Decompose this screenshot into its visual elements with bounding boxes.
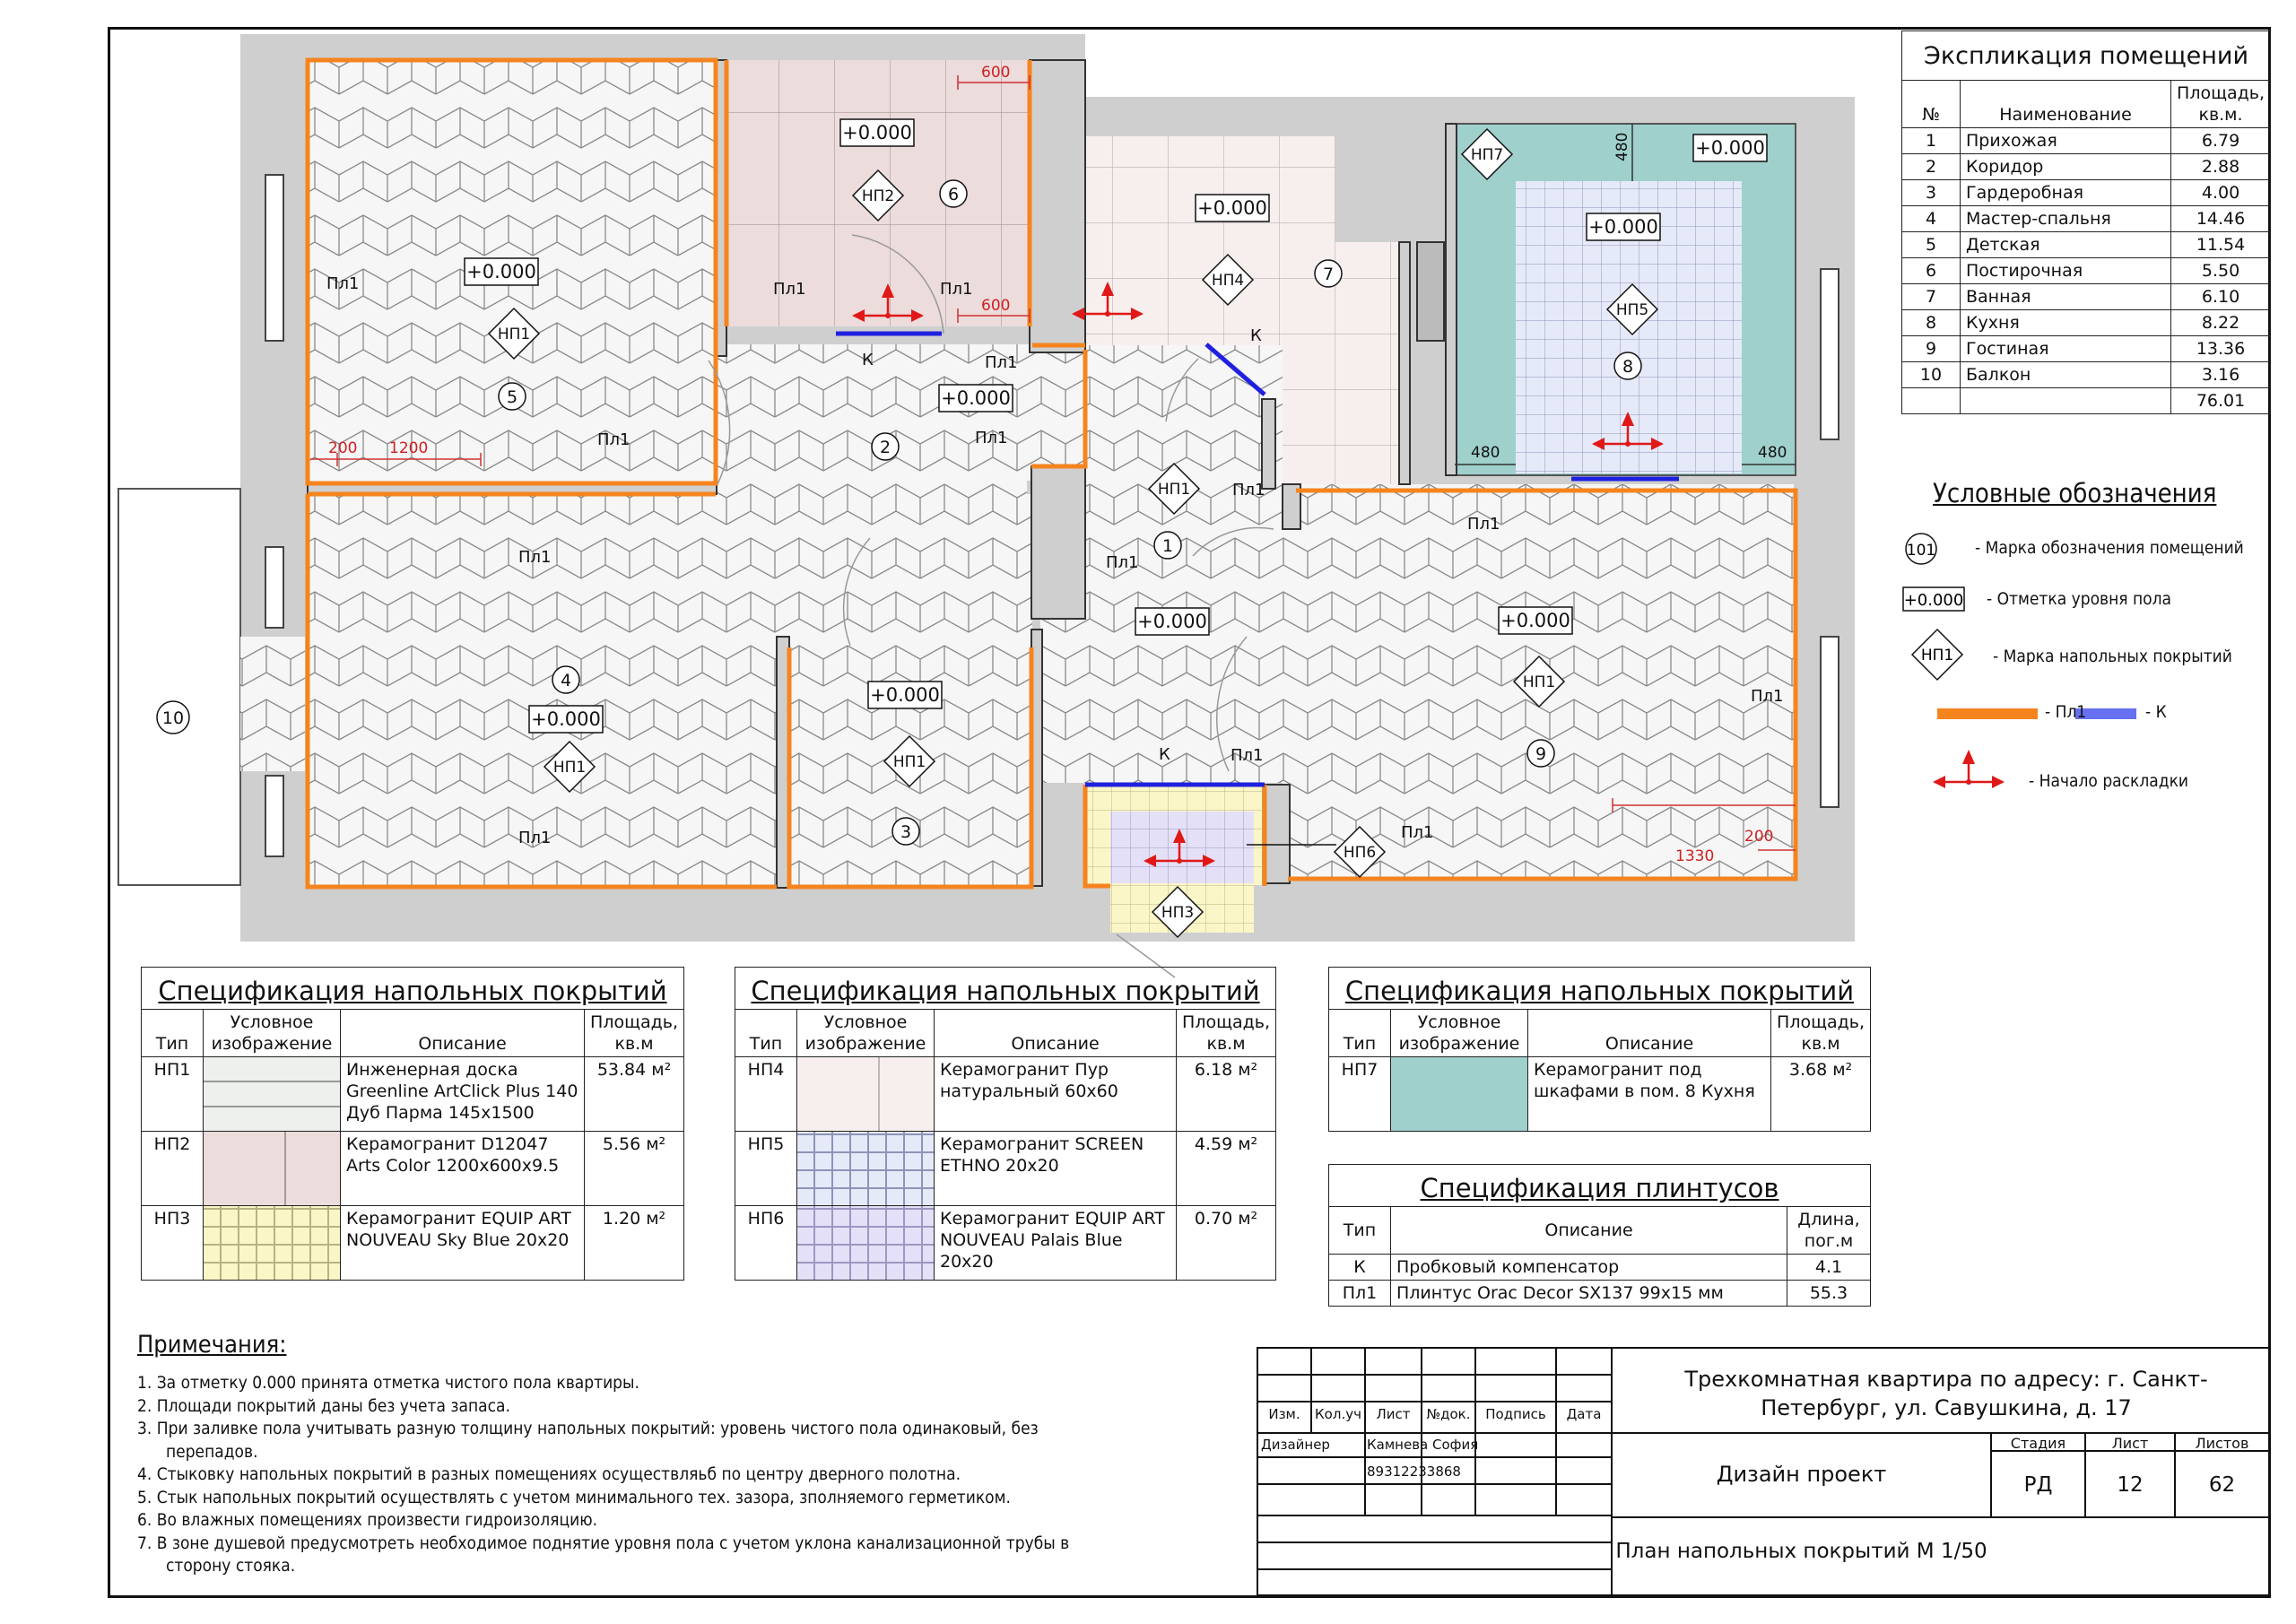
floor-mark: НП6 (1343, 844, 1377, 862)
spec-row (142, 1057, 684, 1132)
room-name: Коридор (1961, 154, 2171, 180)
spec-title: Спецификация напольных покрытий (1329, 968, 1871, 1010)
room-area: 13.36 (2171, 336, 2271, 362)
floor-mark: НП1 (1522, 673, 1556, 691)
spec-swatch (1391, 1057, 1528, 1132)
spec-row (1329, 1057, 1871, 1132)
stamp-role: Дизайнер (1261, 1437, 1330, 1453)
stamp-h-izm: Изм. (1268, 1406, 1300, 1422)
pl1-label: Пл1 (985, 353, 1018, 372)
stamp-sheets: 62 (2208, 1473, 2236, 1497)
legend-room-label: - Марка обозначения помещений (1975, 538, 2244, 558)
legend-pl1-label: - Пл1 (2045, 702, 2087, 722)
room-name: Кухня (1961, 310, 2171, 336)
explication-table (1901, 30, 2271, 414)
legend-room-mark: 101 (1906, 542, 1936, 560)
spec-desc: Инженерная доска Greenline ArtClick Plus 140 Дуб Парма 145x1500 (341, 1057, 585, 1132)
room-mark-1: 1 (1161, 536, 1174, 556)
stamp-h-sheets: Листов (2195, 1435, 2249, 1452)
explication-total: 76.01 (2171, 388, 2271, 414)
explication-row (1902, 258, 2271, 284)
floor-mark: НП4 (1211, 272, 1245, 290)
room-num: 4 (1902, 206, 1961, 232)
spec-h-img: Условное изображение (797, 1010, 935, 1057)
spec-row (142, 1132, 684, 1206)
level-mark: +0.000 (1500, 610, 1570, 631)
room-name: Гостиная (1961, 336, 2171, 362)
legend-title: Условные обозначения (1933, 478, 2217, 508)
room-mark-10: 10 (161, 708, 185, 728)
spec-area: 0.70 м² (1177, 1206, 1276, 1281)
k-label: К (862, 351, 874, 369)
floor-mark: НП1 (1157, 481, 1191, 499)
pl1-label: Пл1 (1401, 823, 1434, 842)
room-name: Ванная (1961, 284, 2171, 310)
pl1-label: Пл1 (326, 274, 360, 293)
spec-floor-table-3 (1328, 967, 1871, 1132)
level-mark: +0.000 (1695, 137, 1765, 159)
note-item: 2. Площади покрытий даны без учета запаса. (137, 1395, 510, 1416)
spec-h-area: Площадь, кв.м (1177, 1010, 1276, 1057)
spec-area: 53.84 м² (585, 1057, 684, 1132)
plinth-desc: Плинтус Orac Decor SX137 99x15 мм (1391, 1281, 1787, 1307)
dim-480-vert: 480 (1613, 132, 1631, 161)
spec-type: НП1 (142, 1057, 204, 1132)
note-item: 7. В зоне душевой предусмотреть необходимое поднятие уровня пола с учетом уклона канализационной трубы в сторону стояка. (137, 1533, 1070, 1576)
spec-title: Спецификация напольных покрытий (142, 968, 684, 1010)
pl1-label: Пл1 (773, 280, 806, 299)
spec-type: НП7 (1329, 1057, 1391, 1132)
np6-area (1110, 812, 1254, 883)
dim-1200: 1200 (389, 439, 429, 457)
spec-plinth-table (1328, 1164, 1871, 1307)
k-label: К (1159, 745, 1170, 764)
room-area: 4.00 (2171, 180, 2271, 206)
spec-swatch (204, 1132, 341, 1206)
dim-480-right: 480 (1758, 444, 1787, 462)
k-label: К (1250, 326, 1262, 345)
room-name: Постирочная (1961, 258, 2171, 284)
floor-mark: НП1 (552, 759, 587, 777)
spec-h-desc: Описание (935, 1010, 1177, 1057)
spec-desc: Керамогранит SCREEN ETHNO 20x20 (935, 1132, 1177, 1206)
room-num: 1 (1902, 128, 1961, 154)
spec-h-desc: Описание (341, 1010, 585, 1057)
level-mark: +0.000 (941, 387, 1011, 409)
level-mark: +0.000 (870, 684, 940, 706)
legend-level-mark: +0.000 (1903, 591, 1964, 610)
plinth-title: Спецификация плинтусов (1329, 1165, 1871, 1207)
room-num: 2 (1902, 154, 1961, 180)
spec-desc: Керамогранит Пур натуральный 60х60 (935, 1057, 1177, 1132)
stamp-person: Камнева София (1367, 1437, 1479, 1453)
floor-mark: НП1 (497, 326, 531, 343)
floor-mark: НП3 (1161, 904, 1195, 922)
room-mark-5: 5 (506, 387, 518, 407)
room-area: 14.46 (2171, 206, 2271, 232)
spec-row (735, 1057, 1276, 1132)
dim-600-bottom: 600 (981, 297, 1011, 315)
stamp-h-date: Дата (1566, 1406, 1602, 1422)
explication-row (1902, 310, 2271, 336)
balcony-door-floor (240, 637, 305, 771)
dim-200-left: 200 (328, 439, 358, 457)
pl1-label: Пл1 (975, 429, 1008, 447)
spec-desc: Керамогранит EQUIP ART NOUVEAU Sky Blue 20x20 (341, 1206, 585, 1281)
explication-title: Экспликация помещений (1902, 31, 2271, 81)
spec-h-area: Площадь, кв.м (1771, 1010, 1871, 1057)
level-mark: +0.000 (466, 261, 536, 282)
pl1-label: Пл1 (1231, 746, 1264, 765)
floor-mark: НП2 (861, 187, 895, 205)
spec-h-desc: Описание (1528, 1010, 1771, 1057)
floor-mark: НП5 (1615, 301, 1649, 319)
spec-row (735, 1206, 1276, 1281)
explication-row (1902, 232, 2271, 258)
legend-pl1-swatch (1937, 708, 2038, 719)
note-item: 1. За отметку 0.000 принята отметка чистого пола квартиры. (137, 1373, 639, 1393)
plinth-type: Пл1 (1329, 1281, 1391, 1307)
col-name: Наименование (1961, 81, 2171, 128)
plinth-desc: Пробковый компенсатор (1391, 1255, 1787, 1281)
room-mark-2: 2 (879, 438, 891, 457)
room-mark-6: 6 (947, 185, 960, 204)
spec-area: 4.59 м² (1177, 1132, 1276, 1206)
spec-swatch (797, 1132, 935, 1206)
pl1-label: Пл1 (940, 280, 973, 299)
stamp-doc-type: Дизайн проект (1716, 1462, 1887, 1487)
note-item: 3. При заливке пола учитывать разную толщину напольных покрытий: уровень чистого пола одинаковый, без перепадов. (137, 1419, 1039, 1462)
spec-area: 3.68 м² (1771, 1057, 1871, 1132)
room-num: 6 (1902, 258, 1961, 284)
dim-480-left: 480 (1471, 444, 1500, 462)
plinth-h-len: Длина, пог.м (1787, 1207, 1871, 1255)
stamp-h-sign: Подпись (1485, 1406, 1546, 1422)
spec-floor-table-2 (735, 967, 1276, 1281)
room-area: 3.16 (2171, 362, 2271, 388)
spec-h-img: Условное изображение (204, 1010, 341, 1057)
spec-type: НП4 (735, 1057, 797, 1132)
explication-row (1902, 154, 2271, 180)
plinth-h-desc: Описание (1391, 1207, 1787, 1255)
plinth-row (1329, 1281, 1871, 1307)
notes-title: Примечания: (137, 1331, 287, 1359)
stamp-project: Трехкомнатная квартира по адресу: г. Санкт-Петербург, ул. Савушкина, д. 17 (1684, 1367, 2208, 1420)
pl1-label: Пл1 (1232, 481, 1265, 499)
spec-area: 5.56 м² (585, 1132, 684, 1206)
spec-h-type: Тип (735, 1010, 797, 1057)
explication-row (1902, 336, 2271, 362)
room-mark-4: 4 (560, 671, 572, 690)
balcony (118, 489, 240, 885)
stamp-sheet: 12 (2117, 1473, 2144, 1497)
room-area: 2.88 (2171, 154, 2271, 180)
stamp-sheet-title: План напольных покрытий М 1/50 (1615, 1540, 1987, 1563)
room-mark-8: 8 (1622, 357, 1634, 377)
legend-floor-label: - Марка напольных покрытий (1993, 647, 2232, 666)
spec-h-type: Тип (1329, 1010, 1391, 1057)
room-name: Мастер-спальня (1961, 206, 2171, 232)
level-mark: +0.000 (1137, 611, 1207, 632)
explication-row (1902, 128, 2271, 154)
note-item: 6. Во влажных помещениях произвести гидроизоляцию. (137, 1510, 598, 1530)
stamp-phone: 89312233868 (1367, 1463, 1461, 1480)
room-name: Детская (1961, 232, 2171, 258)
level-mark: +0.000 (531, 708, 601, 730)
plinth-len: 55.3 (1787, 1281, 1871, 1307)
pl1-label: Пл1 (597, 430, 631, 449)
room-area: 5.50 (2171, 258, 2271, 284)
room-num: 7 (1902, 284, 1961, 310)
spec-row (735, 1132, 1276, 1206)
spec-title: Спецификация напольных покрытий (735, 968, 1276, 1010)
explication-row (1902, 362, 2271, 388)
spec-h-type: Тип (142, 1010, 204, 1057)
room-area: 8.22 (2171, 310, 2271, 336)
spec-desc: Керамогранит EQUIP ART NOUVEAU Palais Blue 20x20 (935, 1206, 1177, 1281)
spec-swatch (204, 1206, 341, 1281)
room-area: 6.79 (2171, 128, 2271, 154)
plinth-type: К (1329, 1255, 1391, 1281)
room-num: 9 (1902, 336, 1961, 362)
note-item: 5. Стык напольных покрытий осуществлять с учетом минимального тех. зазора, зполняемого герметиком. (137, 1487, 1011, 1507)
room-num: 10 (1902, 362, 1961, 388)
spec-swatch (797, 1057, 935, 1132)
pl1-label: Пл1 (518, 548, 552, 567)
room-num: 3 (1902, 180, 1961, 206)
floor-mark (1162, 404, 1195, 422)
stamp-h-sheet: Лист (2111, 1435, 2149, 1452)
room-area: 6.10 (2171, 284, 2271, 310)
spec-desc: Керамогранит под шкафами в пом. 8 Кухня (1528, 1057, 1771, 1132)
spec-swatch (204, 1057, 341, 1132)
stamp-h-doc: №док. (1426, 1406, 1471, 1422)
legend-level-label: - Отметка уровня пола (1987, 589, 2172, 609)
col-area: Площадь, кв.м. (2171, 81, 2271, 128)
note-item: 4. Стыковку напольных покрытий в разных помещениях осуществляьб по центру дверного полотна. (137, 1464, 961, 1484)
spec-type: НП3 (142, 1206, 204, 1281)
spec-desc: Керамогранит D12047 Arts Color 1200x600x9.5 (341, 1132, 585, 1206)
spec-swatch (797, 1206, 935, 1281)
plinth-h-type: Тип (1329, 1207, 1391, 1255)
room-name: Балкон (1961, 362, 2171, 388)
spec-h-area: Площадь, кв.м (585, 1010, 684, 1057)
plinth-len: 4.1 (1787, 1255, 1871, 1281)
spec-h-img: Условное изображение (1391, 1010, 1528, 1057)
explication-row (1902, 284, 2271, 310)
room-mark-7: 7 (1322, 265, 1335, 284)
room-2-floor-top (718, 344, 1085, 481)
dim-600-top: 600 (981, 64, 1011, 82)
pl1-label: Пл1 (1751, 687, 1784, 706)
col-num: № (1902, 81, 1961, 128)
room-mark-9: 9 (1535, 744, 1547, 764)
stamp-h-list: Лист (1376, 1406, 1411, 1422)
spec-row (142, 1206, 684, 1281)
spec-area: 6.18 м² (1177, 1057, 1276, 1132)
dim-1330: 1330 (1675, 847, 1715, 865)
spec-type: НП5 (735, 1132, 797, 1206)
level-mark: +0.000 (842, 122, 912, 143)
room-num: 8 (1902, 310, 1961, 336)
stamp-stage: РД (2023, 1473, 2053, 1497)
room-num: 5 (1902, 232, 1961, 258)
level-mark: +0.000 (1588, 216, 1658, 238)
room-name: Гардеробная (1961, 180, 2171, 206)
room-mark-3: 3 (900, 822, 912, 842)
room-area: 11.54 (2171, 232, 2271, 258)
pl1-label: Пл1 (1106, 553, 1139, 572)
pl1-label: Пл1 (1467, 515, 1500, 534)
spec-type: НП2 (142, 1132, 204, 1206)
dim-200-right: 200 (1744, 828, 1774, 846)
legend-start-arrow (1933, 750, 2005, 788)
floor-mark: НП1 (892, 753, 926, 771)
room-name: Прихожая (1961, 128, 2171, 154)
stamp-h-stage: Стадия (2010, 1435, 2066, 1452)
legend-floor-mark: НП1 (1920, 647, 1954, 664)
floor-mark: НП7 (1470, 146, 1504, 164)
legend-k-label: - К (2145, 702, 2167, 722)
explication-row (1902, 206, 2271, 232)
legend-start-label: - Начало раскладки (2029, 771, 2189, 791)
level-mark: +0.000 (1197, 197, 1267, 219)
pl1-label: Пл1 (518, 829, 552, 847)
stamp-h-kol: Кол.уч (1315, 1406, 1361, 1422)
spec-floor-table-1 (141, 967, 684, 1281)
plinth-row (1329, 1255, 1871, 1281)
notes-list (137, 1372, 1097, 1578)
spec-type: НП6 (735, 1206, 797, 1281)
explication-row (1902, 180, 2271, 206)
spec-area: 1.20 м² (585, 1206, 684, 1281)
